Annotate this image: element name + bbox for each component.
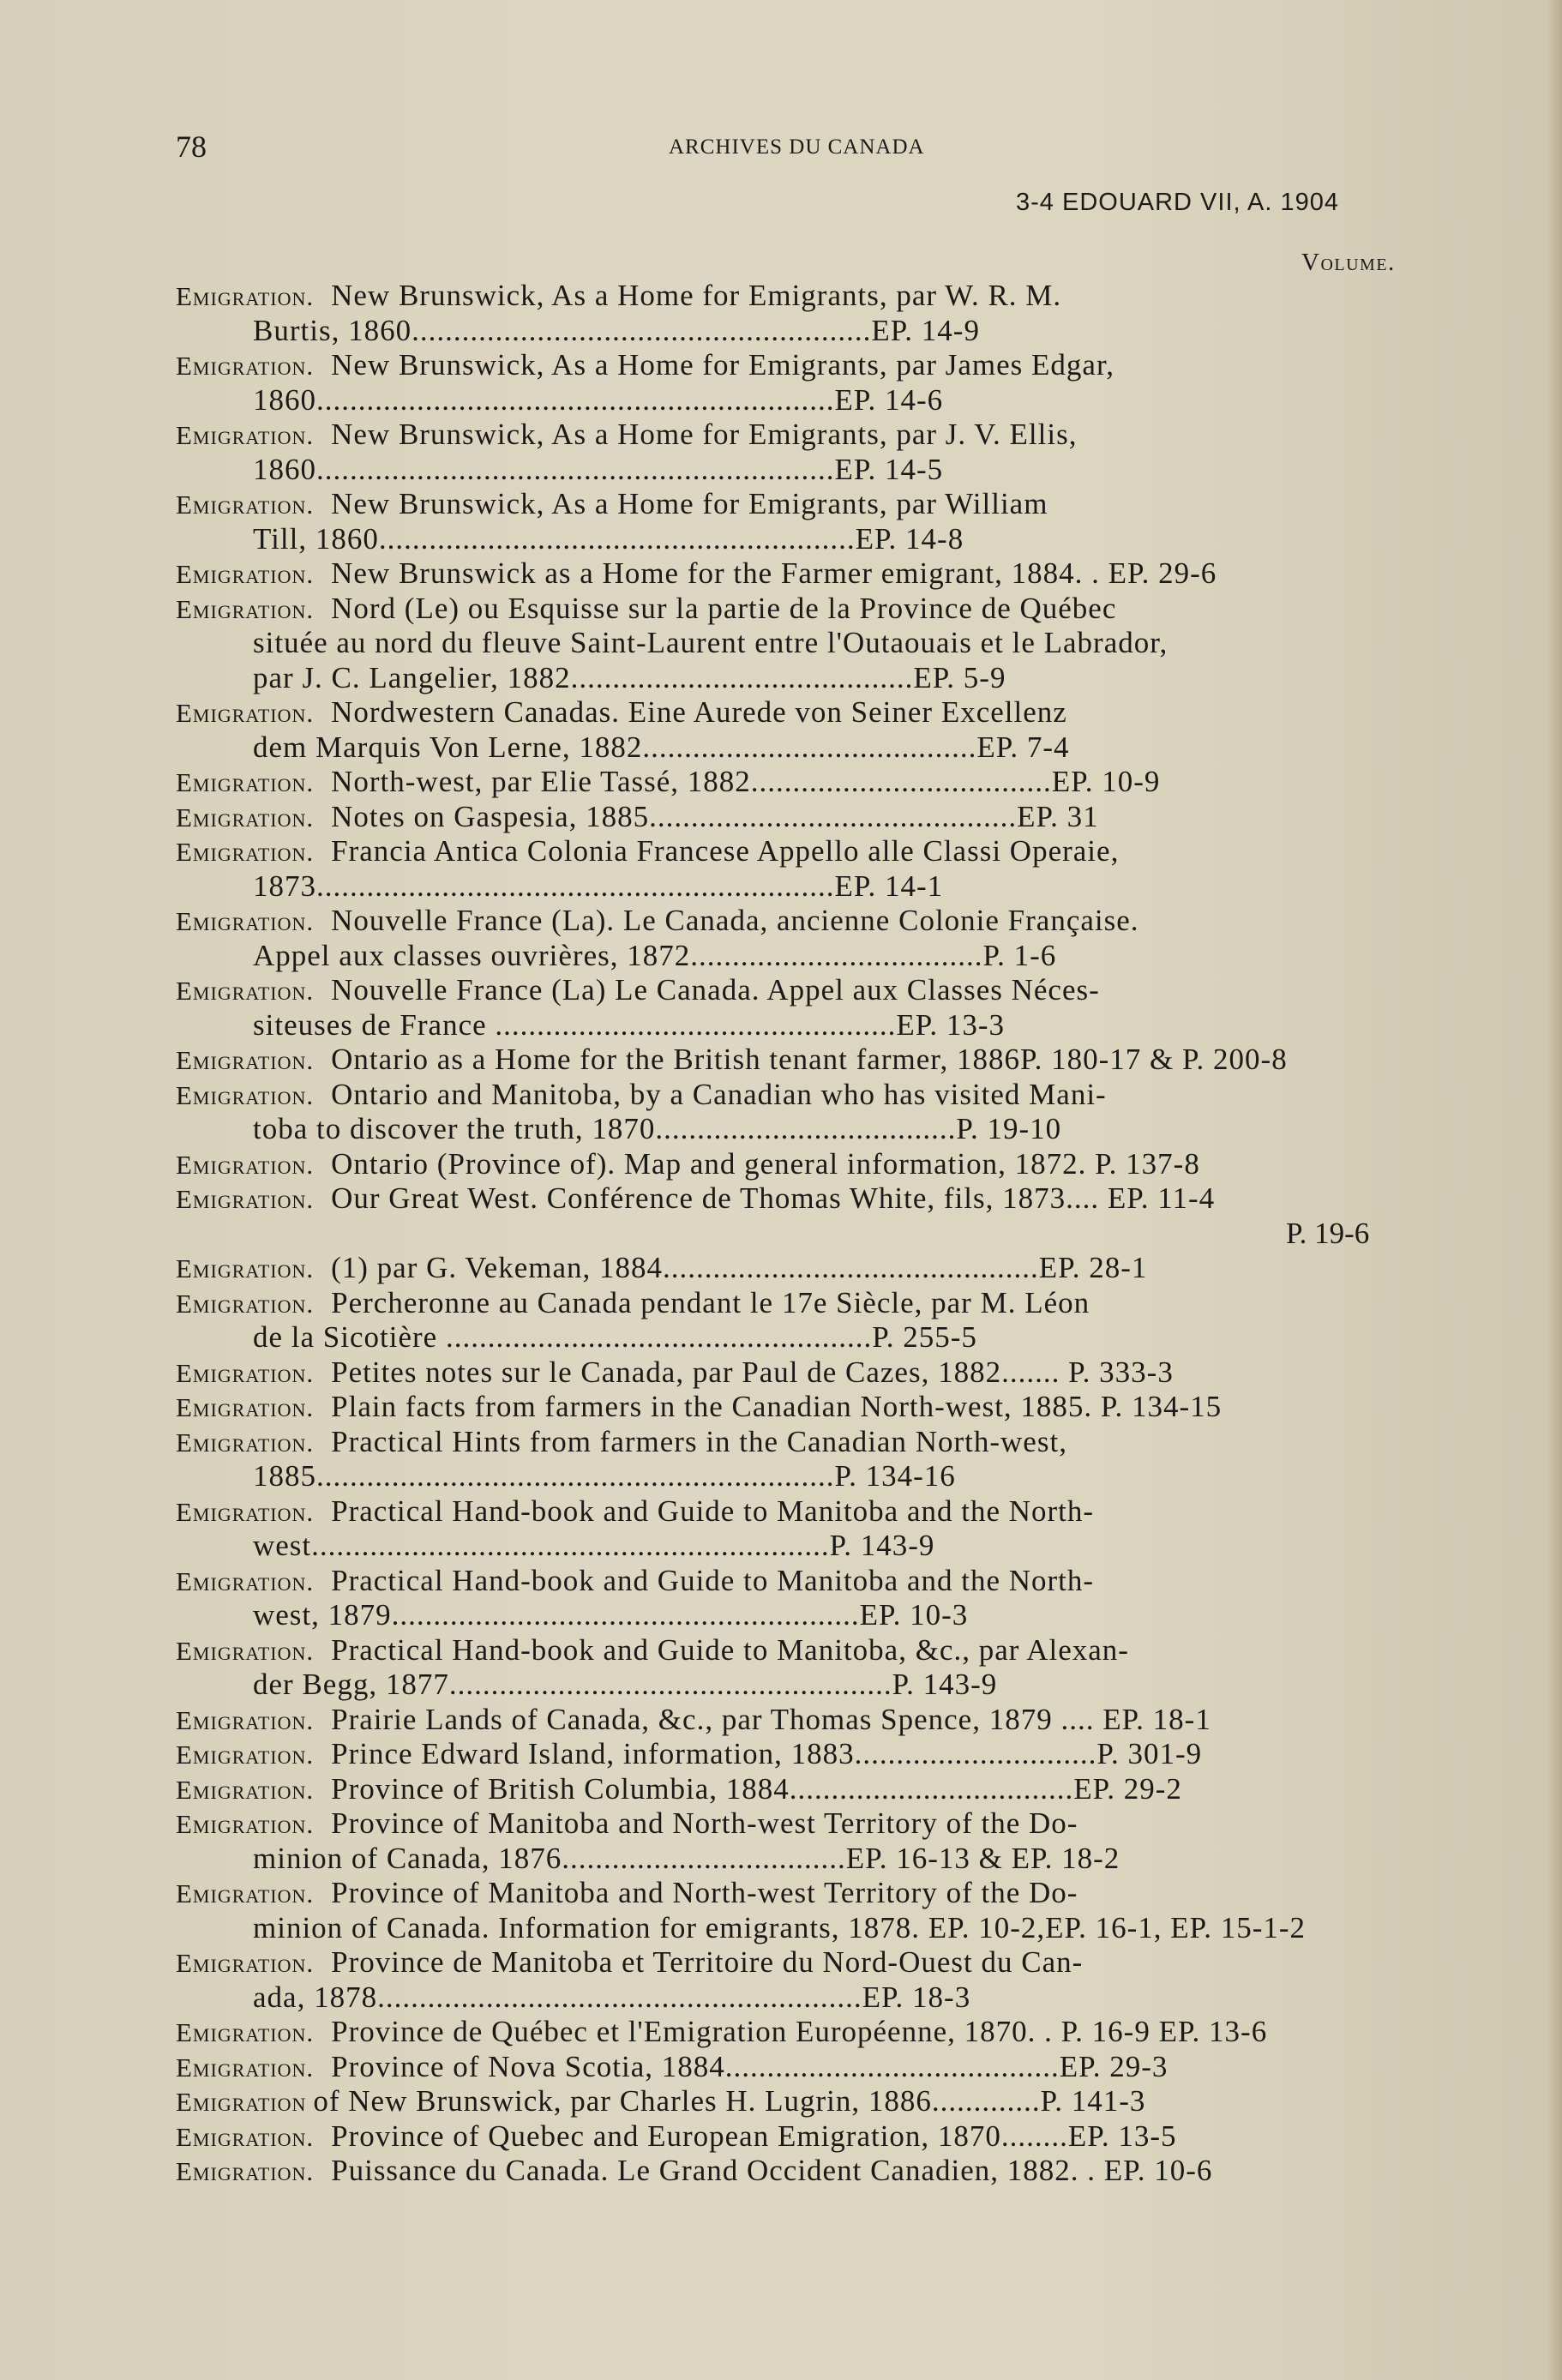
entry-first-line bbox=[176, 1633, 1479, 1668]
entry-list bbox=[176, 279, 1479, 2189]
entry-first-line bbox=[176, 1564, 1479, 1599]
entry-text: New Brunswick as a Home for the Farmer emigrant, 1884. . EP. 29-6 bbox=[331, 556, 1217, 590]
entry-first-line bbox=[176, 2119, 1479, 2155]
catalog-entry bbox=[176, 418, 1479, 487]
entry-keyword: Emigration. bbox=[176, 1427, 315, 1457]
entry-text: Province of Manitoba and North-west Territory of the Do- bbox=[331, 1806, 1078, 1840]
entry-volume-reference: P. 19-6 bbox=[1286, 1216, 1370, 1250]
entry-keyword: Emigration. bbox=[176, 1704, 315, 1735]
entry-keyword: Emigration. bbox=[176, 1496, 315, 1527]
entry-keyword: Emigration. bbox=[176, 1635, 315, 1666]
entry-keyword: Emigration. bbox=[176, 281, 315, 311]
entry-continuation-line: par J. C. Langelier, 1882.........................................EP. 5-9 bbox=[253, 660, 1006, 694]
catalog-entry bbox=[176, 592, 1479, 696]
entry-text: Province de Manitoba et Territoire du Nord-Ouest du Can- bbox=[331, 1945, 1084, 1979]
entry-continuation-line: west, 1879........................................................EP. 10-3 bbox=[253, 1598, 969, 1632]
entry-text: Nord (Le) ou Esquisse sur la partie de la Province de Québec bbox=[331, 591, 1117, 625]
catalog-entry bbox=[176, 1564, 1479, 1633]
entry-first-line bbox=[176, 904, 1479, 939]
entry-text: Puissance du Canada. Le Grand Occident Canadien, 1882. . EP. 10-6 bbox=[331, 2154, 1213, 2187]
entry-first-line bbox=[176, 1703, 1479, 1738]
entry-continuation-line: Appel aux classes ouvrières, 1872...................................P. 1-6 bbox=[253, 938, 1057, 972]
catalog-entry bbox=[176, 2084, 1479, 2119]
entry-text: Practical Hand-book and Guide to Manitoba and the North- bbox=[331, 1563, 1095, 1597]
entry-text: Ontario as a Home for the British tenant farmer, 1886P. 180-17 & P. 200-8 bbox=[331, 1043, 1288, 1076]
entry-first-line bbox=[176, 1355, 1479, 1391]
volume-column-heading: Volume. bbox=[1301, 249, 1396, 276]
entry-first-line bbox=[176, 279, 1479, 314]
catalog-entry bbox=[176, 1181, 1479, 1251]
entry-text: Practical Hints from farmers in the Canadian North-west, bbox=[331, 1424, 1067, 1458]
catalog-entry bbox=[176, 1355, 1479, 1391]
entry-first-line bbox=[176, 800, 1479, 835]
entry-continuation-line: de la Sicotière ...................................................P. 255-5 bbox=[253, 1320, 977, 1354]
entry-continuation-line: toba to discover the truth, 1870....................................P. 19-10 bbox=[253, 1112, 1062, 1145]
entry-continuation-line: west..............................................................P. 143-9 bbox=[253, 1529, 935, 1562]
entry-continuation-line: 1873..............................................................EP. 14-1 bbox=[253, 868, 944, 903]
catalog-entry bbox=[176, 1425, 1479, 1494]
entry-keyword: Emigration. bbox=[176, 698, 315, 728]
entry-first-line bbox=[176, 1494, 1479, 1530]
entry-first-line bbox=[176, 348, 1479, 383]
catalog-entry bbox=[176, 1251, 1479, 1286]
entry-keyword: Emigration. bbox=[176, 1079, 315, 1110]
entry-keyword: Emigration. bbox=[176, 1774, 315, 1805]
entry-keyword: Emigration. bbox=[176, 1878, 315, 1908]
entry-continuation-line: 1860..............................................................EP. 14-5 bbox=[253, 452, 944, 486]
page-edge-shadow bbox=[1547, 0, 1562, 2380]
entry-continuation-line: Till, 1860.........................................................EP. 14-8 bbox=[253, 521, 964, 556]
entry-text: New Brunswick, As a Home for Emigrants, par J. V. Ellis, bbox=[331, 418, 1078, 451]
running-title: ARCHIVES DU CANADA bbox=[669, 135, 925, 159]
entry-first-line bbox=[176, 1286, 1479, 1321]
entry-keyword: Emigration. bbox=[176, 1149, 315, 1180]
entry-text: North-west, par Elie Tassé, 1882....................................EP. 10-9 bbox=[331, 765, 1161, 798]
entry-first-line bbox=[176, 2154, 1479, 2189]
entry-text: Percheronne au Canada pendant le 17e Siècle, par M. Léon bbox=[331, 1285, 1090, 1319]
entry-text: New Brunswick, As a Home for Emigrants, par W. R. M. bbox=[331, 279, 1062, 312]
entry-first-line bbox=[176, 1945, 1479, 1980]
entry-first-line bbox=[176, 1425, 1479, 1460]
session-heading: 3-4 EDOUARD VII, A. 1904 bbox=[1016, 189, 1339, 216]
entry-text: Ontario and Manitoba, by a Canadian who has visited Mani- bbox=[331, 1077, 1107, 1111]
entry-keyword: Emigration. bbox=[176, 559, 315, 589]
entry-keyword: Emigration. bbox=[176, 1740, 315, 1770]
entry-first-line bbox=[176, 1251, 1479, 1286]
catalog-entry bbox=[176, 1043, 1479, 1078]
entry-first-line bbox=[176, 1147, 1479, 1182]
catalog-entry bbox=[176, 1078, 1479, 1147]
entry-text: Petites notes sur le Canada, par Paul de Cazes, 1882....... P. 333-3 bbox=[331, 1355, 1174, 1389]
entry-first-line bbox=[176, 765, 1479, 800]
entry-keyword: Emigration. bbox=[176, 2156, 315, 2186]
entry-text: Province de Québec et l'Emigration Européenne, 1870. . P. 16-9 EP. 13-6 bbox=[331, 2015, 1268, 2048]
entry-first-line bbox=[176, 556, 1479, 592]
entry-text: of New Brunswick, par Charles H. Lugrin, 1886.............P. 141-3 bbox=[313, 2084, 1146, 2118]
entry-first-line bbox=[176, 2015, 1479, 2050]
entry-continuation-line: minion of Canada, 1876..................................EP. 16-13 & EP. 18-2 bbox=[253, 1841, 1120, 1875]
entry-text: Nouvelle France (La) Le Canada. Appel aux Classes Néces- bbox=[331, 973, 1100, 1007]
entry-keyword: Emigration. bbox=[176, 490, 315, 520]
catalog-entry bbox=[176, 1390, 1479, 1425]
catalog-entry bbox=[176, 1772, 1479, 1807]
catalog-entry bbox=[176, 973, 1479, 1043]
entry-continuation-line: der Begg, 1877.....................................................P. 143-9 bbox=[253, 1668, 998, 1701]
entry-keyword: Emigration. bbox=[176, 2052, 315, 2082]
entry-keyword: Emigration. bbox=[176, 767, 315, 797]
entry-first-line bbox=[176, 973, 1479, 1008]
catalog-entry bbox=[176, 1806, 1479, 1876]
entry-text: Prairie Lands of Canada, &c., par Thomas Spence, 1879 .... EP. 18-1 bbox=[331, 1702, 1211, 1736]
entry-first-line bbox=[176, 487, 1479, 522]
entry-first-line bbox=[176, 1181, 1479, 1217]
entry-first-line bbox=[176, 1737, 1479, 1772]
entry-keyword: Emigration. bbox=[176, 420, 315, 450]
catalog-entry bbox=[176, 1286, 1479, 1355]
entry-text: Nordwestern Canadas. Eine Aurede von Seiner Excellenz bbox=[331, 695, 1067, 729]
catalog-entry bbox=[176, 2119, 1479, 2155]
catalog-entry bbox=[176, 556, 1479, 592]
entry-continuation-line: située au nord du fleuve Saint-Laurent entre l'Outaouais et le Labrador, bbox=[253, 626, 1168, 659]
entry-keyword: Emigration. bbox=[176, 1184, 315, 1214]
entry-text: Nouvelle France (La). Le Canada, ancienne Colonie Française. bbox=[331, 904, 1139, 937]
entry-text: Plain facts from farmers in the Canadian North-west, 1885. P. 134-15 bbox=[331, 1390, 1223, 1423]
catalog-entry bbox=[176, 1703, 1479, 1738]
entry-keyword: Emigration. bbox=[176, 1045, 315, 1075]
entry-text: Province of British Columbia, 1884..................................EP. 29-2 bbox=[331, 1771, 1182, 1806]
catalog-entry bbox=[176, 1876, 1479, 1945]
entry-continuation-line: ada, 1878..........................................................EP. 18-3 bbox=[253, 1980, 971, 2014]
catalog-entry bbox=[176, 2050, 1479, 2085]
catalog-entry bbox=[176, 1494, 1479, 1564]
entry-keyword: Emigration. bbox=[176, 1566, 315, 1596]
entry-first-line bbox=[176, 1876, 1479, 1911]
entry-keyword: Emigration. bbox=[176, 1809, 315, 1839]
entry-keyword: Emigration. bbox=[176, 802, 315, 832]
entry-continuation-line: minion of Canada. Information for emigrants, 1878. EP. 10-2,EP. 16-1, EP. 15-1-2 bbox=[253, 1910, 1307, 1944]
catalog-entry bbox=[176, 487, 1479, 556]
entry-first-line bbox=[176, 2084, 1479, 2119]
catalog-entry bbox=[176, 1147, 1479, 1182]
entry-keyword: Emigration. bbox=[176, 593, 315, 624]
catalog-entry bbox=[176, 800, 1479, 835]
entry-first-line bbox=[176, 1806, 1479, 1842]
page-number: 78 bbox=[176, 129, 207, 164]
entry-keyword: Emigration. bbox=[176, 837, 315, 867]
entry-keyword: Emigration. bbox=[176, 351, 315, 381]
entry-continuation-line: 1860..............................................................EP. 14-6 bbox=[253, 382, 944, 417]
catalog-entry bbox=[176, 2154, 1479, 2189]
entry-first-line bbox=[176, 695, 1479, 730]
catalog-entry bbox=[176, 1945, 1479, 2015]
entry-keyword: Emigration. bbox=[176, 2017, 315, 2047]
entry-keyword: Emigration. bbox=[176, 1253, 315, 1283]
entry-keyword: Emigration. bbox=[176, 1948, 315, 1978]
catalog-entry bbox=[176, 695, 1479, 765]
entry-keyword: Emigration. bbox=[176, 1288, 315, 1319]
entry-first-line bbox=[176, 418, 1479, 453]
entry-text: Province of Nova Scotia, 1884........................................EP. 29-3 bbox=[331, 2049, 1168, 2083]
entry-keyword: Emigration. bbox=[176, 1357, 315, 1388]
entry-continuation-line: 1885..............................................................P. 134-16 bbox=[253, 1459, 956, 1493]
entry-keyword: Emigration. bbox=[176, 1392, 315, 1422]
catalog-entry bbox=[176, 348, 1479, 418]
entry-keyword: Emigration. bbox=[176, 2121, 315, 2152]
entry-first-line bbox=[176, 1078, 1479, 1113]
entry-first-line bbox=[176, 592, 1479, 627]
catalog-entry bbox=[176, 2015, 1479, 2050]
entry-text: Practical Hand-book and Guide to Manitoba, &c., par Alexan- bbox=[331, 1632, 1129, 1667]
catalog-entry bbox=[176, 279, 1479, 348]
entry-first-line bbox=[176, 1772, 1479, 1807]
entry-first-line bbox=[176, 1043, 1479, 1078]
catalog-entry bbox=[176, 834, 1479, 904]
entry-text: Our Great West. Conférence de Thomas White, fils, 1873.... EP. 11-4 bbox=[331, 1181, 1216, 1215]
entry-text: New Brunswick, As a Home for Emigrants, par James Edgar, bbox=[331, 348, 1114, 382]
catalog-entry bbox=[176, 904, 1479, 973]
catalog-entry bbox=[176, 1633, 1479, 1703]
entry-first-line bbox=[176, 834, 1479, 869]
entry-keyword: Emigration bbox=[176, 2087, 307, 2117]
entry-text: Province of Quebec and European Emigration, 1870........EP. 13-5 bbox=[331, 2119, 1177, 2153]
entry-keyword: Emigration. bbox=[176, 976, 315, 1006]
entry-text: Province of Manitoba and North-west Territory of the Do- bbox=[331, 1876, 1078, 1909]
entry-text: New Brunswick, As a Home for Emigrants, par William bbox=[331, 487, 1048, 520]
entry-first-line bbox=[176, 1390, 1479, 1425]
entry-first-line bbox=[176, 2050, 1479, 2085]
entry-text: Notes on Gaspesia, 1885............................................EP. 31 bbox=[331, 799, 1099, 833]
catalog-entry bbox=[176, 765, 1479, 800]
entry-text: Ontario (Province of). Map and general information, 1872. P. 137-8 bbox=[331, 1146, 1200, 1181]
entry-keyword: Emigration. bbox=[176, 906, 315, 936]
entry-text: Prince Edward Island, information, 1883.............................P. 301-9 bbox=[331, 1737, 1203, 1770]
entry-text: Practical Hand-book and Guide to Manitoba and the North- bbox=[331, 1494, 1095, 1528]
entry-text: Francia Antica Colonia Francese Appello alle Classi Operaie, bbox=[331, 834, 1120, 868]
catalog-entry bbox=[176, 1737, 1479, 1772]
entry-text: (1) par G. Vekeman, 1884.............................................EP. 28-1 bbox=[331, 1251, 1148, 1284]
entry-continuation-line: dem Marquis Von Lerne, 1882........................................EP. 7-4 bbox=[253, 730, 1070, 764]
entry-continuation-line: Burtis, 1860.......................................................EP. 14-9 bbox=[253, 313, 980, 347]
entry-continuation-line: siteuses de France ................................................EP. 13-3 bbox=[253, 1007, 1006, 1042]
